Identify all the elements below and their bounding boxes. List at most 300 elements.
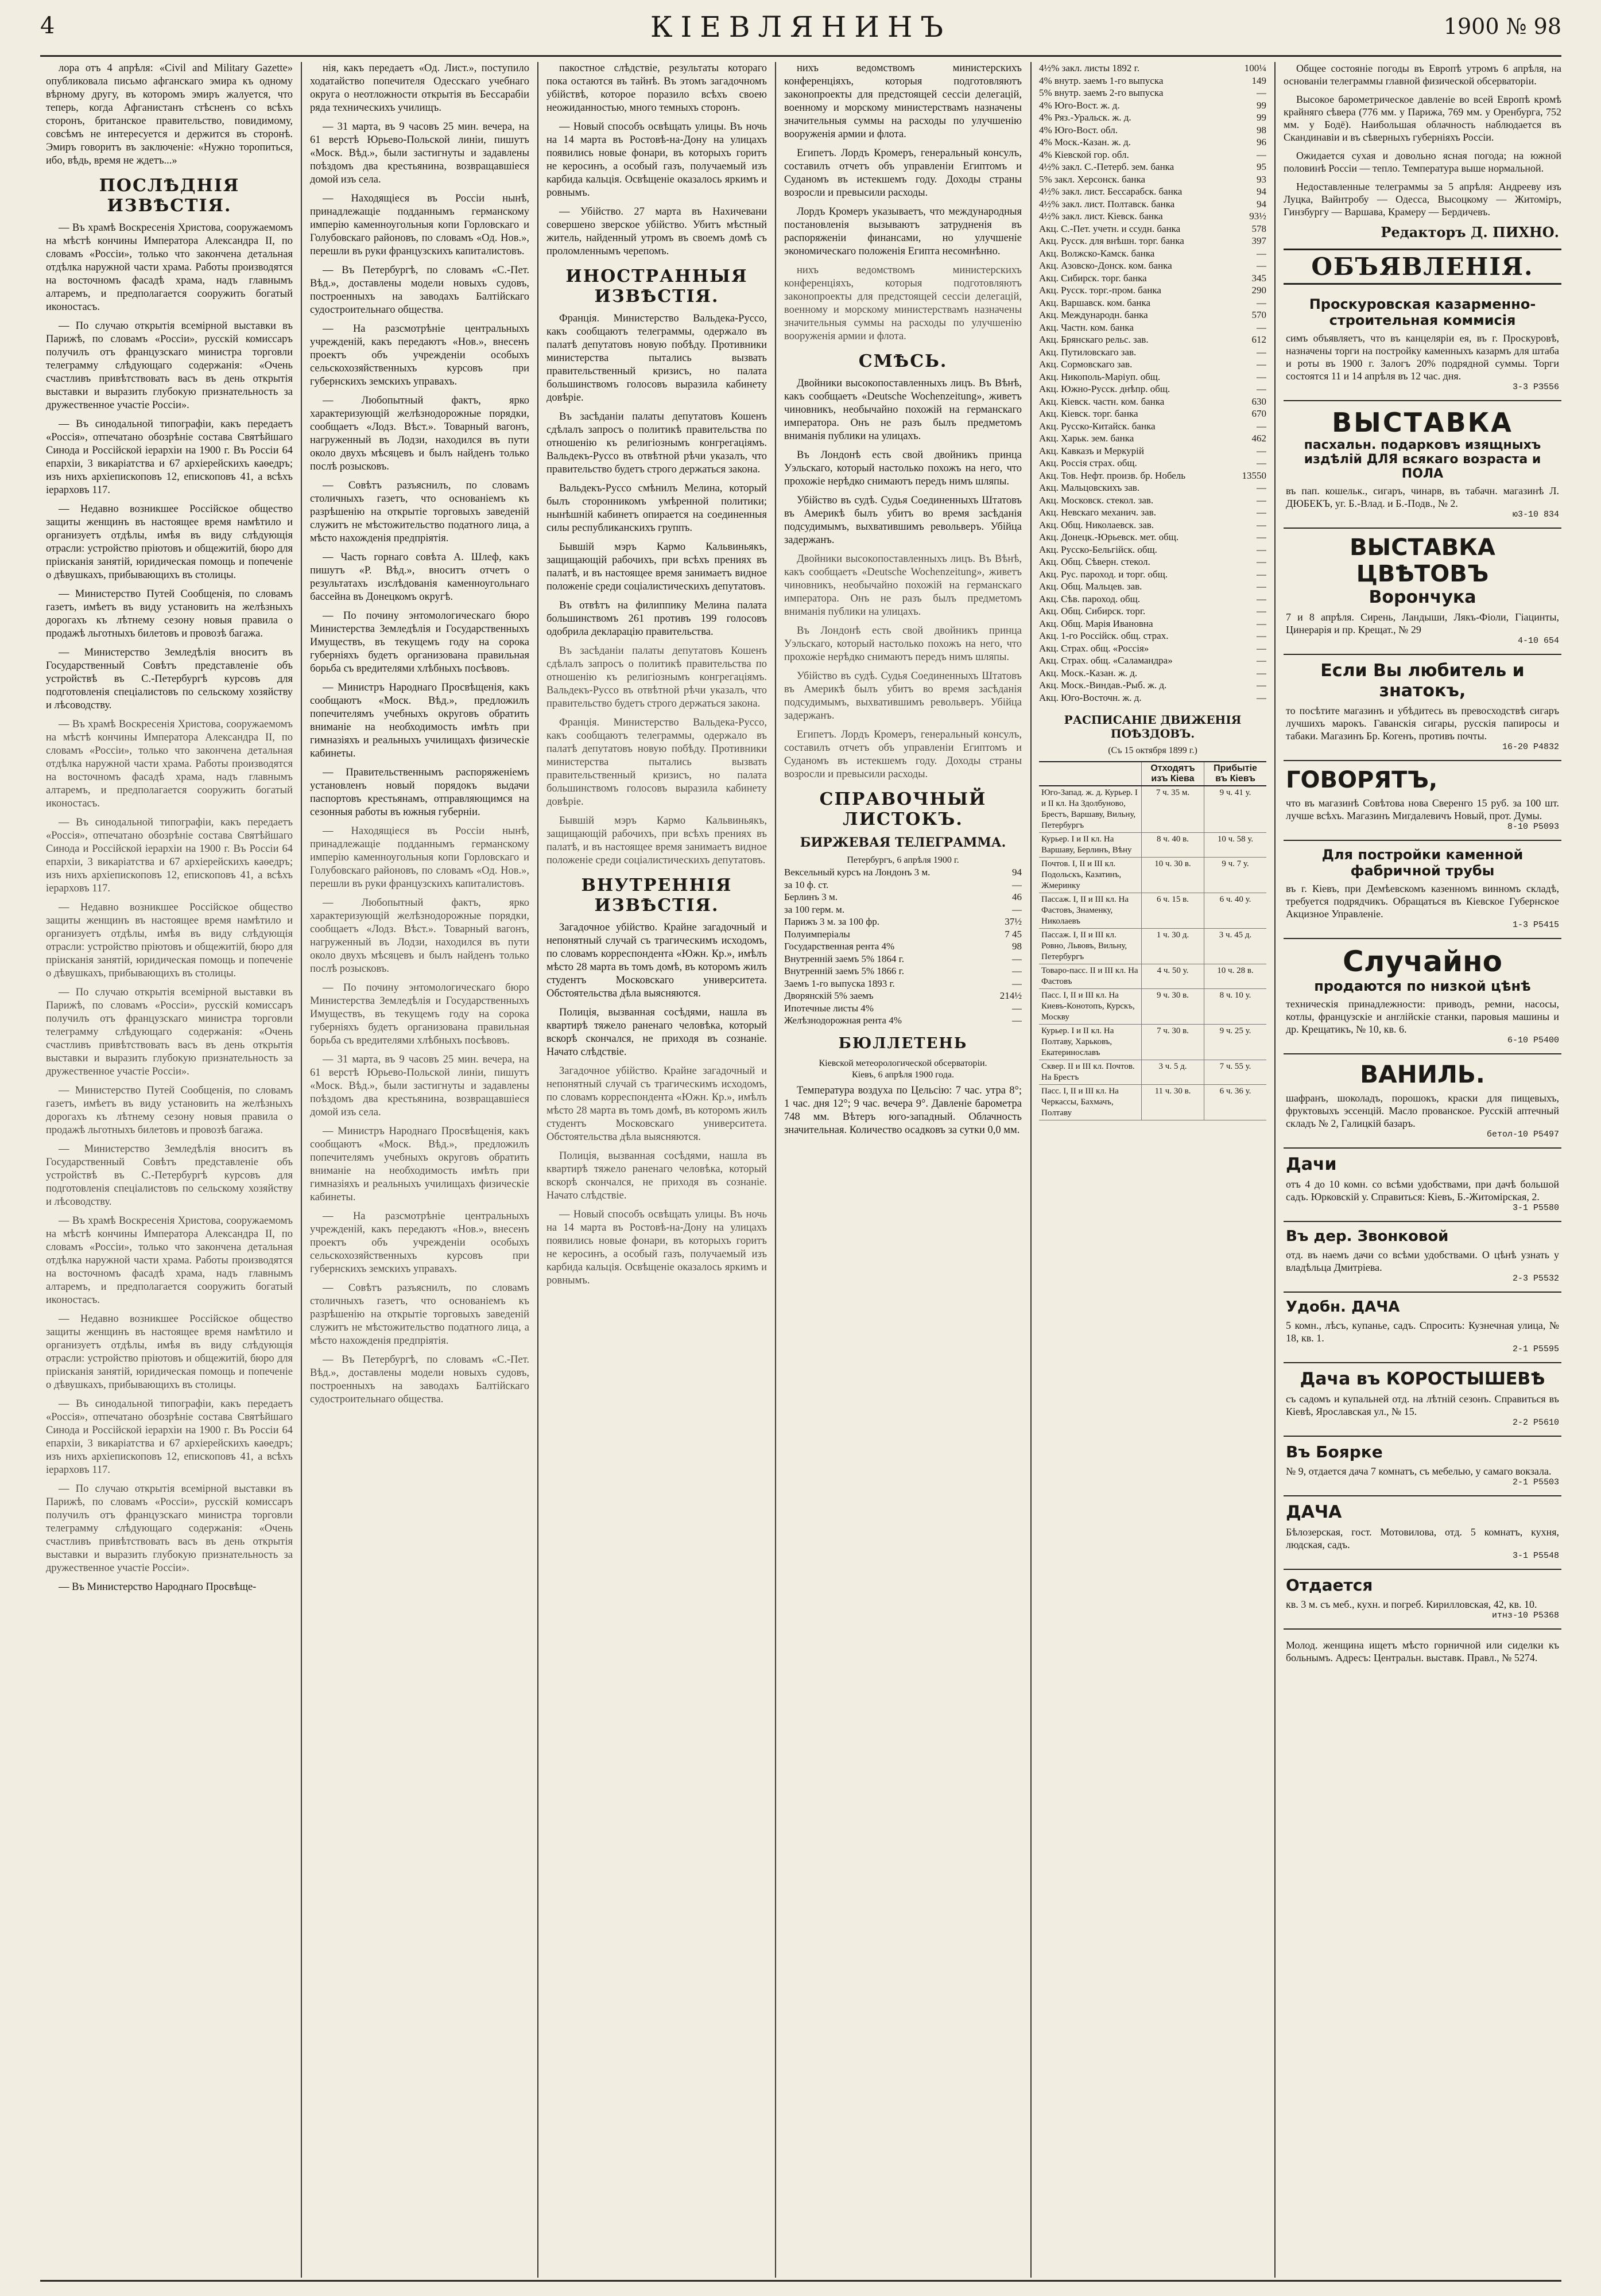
quote-row bbox=[1039, 161, 1266, 173]
timetable-title: РАСПИСАНІЕ ДВИЖЕНІЯ ПОѢЗДОВЪ. bbox=[1064, 713, 1242, 740]
quote-value: — bbox=[1012, 978, 1022, 989]
timetable-route: Юго-Запад. ж. д. Курьер. I и II кл. На Здолбуново, Брестъ, Варшаву, Вильну, Петербургъ bbox=[1041, 788, 1138, 830]
timetable-departure: 4 ч. 50 у. bbox=[1141, 964, 1204, 988]
ad-subtitle: продаются по низкой цѣнѣ bbox=[1314, 978, 1531, 994]
article: — Находящіеся въ Россіи нынѣ, принадлежащіе подданнымъ германскому имперію каменноугольныя копи Горловскаго и Голубовскаго районовъ, по словамъ «Од. Нов.», перешли въ руки французскихъ капиталистовъ. bbox=[310, 825, 529, 890]
quote-name: Акц. Страх. общ. «Россія» bbox=[1039, 642, 1149, 654]
quote-name: Акц. Волжско-Камск. банка bbox=[1039, 247, 1155, 259]
timetable-route: Пассаж. I, II и III кл. На Фастовъ, Знаменку, Николаевъ bbox=[1041, 895, 1129, 926]
quote-value: — bbox=[1012, 965, 1022, 976]
masthead bbox=[40, 8, 1561, 54]
quote-name: Государственная рента 4% bbox=[784, 941, 895, 952]
article: Загадочное убійство. Крайне загадочный и непонятный случай съ трагическимъ исходомъ, по словамъ корреспондента «Южн. Кр.», имѣлъ мѣсто 28 марта въ томъ домѣ, въ которомъ жилъ студентъ Московскаго университета. Обстоятельства дѣла выясняются. bbox=[546, 1065, 767, 1143]
timetable-header-route bbox=[1039, 762, 1141, 785]
quote-name: Акц. Моск.-Казан. ж. д. bbox=[1039, 667, 1138, 678]
quote-name: Акц. Кавказъ и Меркурій bbox=[1039, 445, 1144, 456]
ad-body: отд. въ наемъ дачи со всѣми удобствами. О цѣнѣ узнать у владѣльца Дмитріева. bbox=[1286, 1249, 1559, 1273]
quote-name: Желѣзнодорожная рента 4% bbox=[784, 1015, 902, 1026]
quote-row bbox=[1039, 198, 1266, 211]
quote-name: Акц. Московск. стекол. зав. bbox=[1039, 494, 1154, 506]
quote-row bbox=[1039, 136, 1266, 149]
timetable-departure: 10 ч. 30 в. bbox=[1141, 858, 1204, 893]
weather-bulletin-text: Температура воздуха по Цельсію: 7 час. утра 8°; 1 час. дня 12°; 9 час. вечера 9°. Давленіе барометра 748 мм. Вѣтеръ юго-западный. Облачность значительная. Количество осадковъ за сутки 0,0 мм. bbox=[784, 1084, 1022, 1136]
ad-code: ю3-10 834 bbox=[1512, 510, 1559, 519]
timetable-arrival: 9 ч. 7 у. bbox=[1204, 858, 1266, 893]
quote-name: 4% Моск.-Казан. ж. д. bbox=[1039, 137, 1131, 148]
ad-subtitle: Ворончука bbox=[1369, 587, 1476, 607]
quote-row bbox=[1039, 470, 1266, 482]
quote-name: Акц. Тов. Нефт. произв. бр. Нобель bbox=[1039, 470, 1186, 481]
timetable-route: Товаро-пасс. II и III кл. На Фастовъ bbox=[1041, 966, 1138, 986]
ad-body: Бѣлозерская, гост. Мотовилова, отд. 5 комнатъ, кухня, людская, садъ. bbox=[1286, 1526, 1559, 1550]
quote-row bbox=[1039, 556, 1266, 568]
weather-bulletin-source: Кіевской метеорологической обсерваторіи. bbox=[819, 1058, 987, 1068]
ad-korostyshev-dacha bbox=[1284, 1363, 1561, 1437]
article: пакостное слѣдствіе, результаты котораго пока остаются въ тайнѣ. Въ этомъ загадочномъ убійствѣ, которое поразило всѣхъ своею неожиданностью, много темныхъ сторонъ. bbox=[546, 63, 767, 114]
quote-name: 4% Юго-Вост. обл. bbox=[1039, 124, 1118, 135]
ad-tobacco-rumor bbox=[1284, 761, 1561, 841]
quote-value: — bbox=[1257, 260, 1266, 271]
timetable-departure: 1 ч. 30 д. bbox=[1141, 929, 1204, 964]
timetable-arrival: 9 ч. 41 у. bbox=[1204, 786, 1266, 832]
timetable-row bbox=[1039, 833, 1266, 858]
section-heading-foreign-news: ИНОСТРАННЫЯ ИЗВѢСТІЯ. bbox=[565, 266, 748, 307]
quote-name: Акц. Частн. ком. банка bbox=[1039, 321, 1134, 333]
quote-value: — bbox=[1257, 568, 1266, 580]
timetable-arrival: 7 ч. 55 у. bbox=[1204, 1060, 1266, 1084]
quote-value: 670 bbox=[1251, 408, 1266, 419]
quote-value: 345 bbox=[1251, 272, 1266, 284]
timetable-departure: 6 ч. 15 в. bbox=[1141, 893, 1204, 928]
article: — На разсмотрѣніе центральныхъ учрежденій, какъ передаютъ «Нов.», внесенъ проектъ объ учрежденіи особыхъ сельскохозяйственныхъ курсовъ при губернскихъ земскихъ управахъ. bbox=[310, 323, 529, 387]
ad-convenient-dacha bbox=[1284, 1293, 1561, 1363]
ad-code: 3-1 Р5548 bbox=[1512, 1551, 1559, 1561]
timetable-departure: 3 ч. 5 д. bbox=[1141, 1060, 1204, 1084]
quote-name: Внутренній заемъ 5% 1864 г. bbox=[784, 953, 904, 964]
article: — Въ храмѣ Воскресенія Христова, сооружаемомъ на мѣстѣ кончины Императора Александра II, по словамъ «Россіи», только что закончена детальная отдѣлка наружной части храма. Работы производятся на восточномъ фасадѣ храма, надъ главнымъ алтаремъ, и предполагается сооружить богатый иконостасъ. bbox=[46, 222, 293, 313]
quote-row bbox=[1039, 297, 1266, 309]
column-divider bbox=[1030, 62, 1032, 2278]
timetable-route: Курьер. I и II кл. На Полтаву, Харьковъ, Екатеринославъ bbox=[1041, 1026, 1114, 1057]
timetable-departure: 8 ч. 40 в. bbox=[1141, 833, 1204, 857]
quote-row bbox=[1039, 99, 1266, 112]
page-number: 4 bbox=[40, 13, 55, 39]
quote-value: 46 bbox=[1012, 891, 1022, 902]
quote-row bbox=[1039, 235, 1266, 247]
weather-bulletin-heading: БЮЛЛЕТЕНЬ bbox=[838, 1034, 968, 1052]
quote-value: — bbox=[1257, 507, 1266, 518]
quote-row bbox=[1039, 395, 1266, 408]
quote-name: 4½% закл. лист. Полтавск. банка bbox=[1039, 198, 1175, 210]
article: Въ засѣданіи палаты депутатовъ Кошенъ сдѣлалъ запросъ о политикѣ правительства по отношенію къ религіознымъ конгрегаціямъ. Вальдекъ-Руссо въ отвѣтной рѣчи указалъ, что правительство будетъ строго держаться закона. bbox=[546, 645, 767, 709]
ad-occasional-sale bbox=[1284, 939, 1561, 1054]
quote-value: 100¼ bbox=[1244, 63, 1266, 73]
quote-value: — bbox=[1257, 494, 1266, 506]
quote-name: Полуимперіалы bbox=[784, 928, 850, 940]
timetable-header bbox=[1039, 761, 1266, 786]
article: — Недавно возникшее Россійское общество защиты женщинъ въ настоящее время намѣтило и организуетъ отдѣлы, имѣя въ виду слѣдующія отрасли: устройство пріютовъ и общежитій, бюро для пріисканія занятій, юридическая помощь и попеченіе о дѣвушкахъ, прибывающихъ въ столицы. bbox=[46, 1313, 293, 1391]
quote-name: 4½% закл. лист. Бессарабск. банка bbox=[1039, 186, 1183, 197]
quote-value: 93 bbox=[1257, 173, 1266, 185]
quote-value: 99 bbox=[1257, 99, 1266, 111]
column-5 bbox=[1039, 62, 1266, 2278]
article: Въ Лондонѣ есть свой двойникъ принца Уэльскаго, который настолько похожъ на него, что прохожіе нерѣдко снимаютъ передъ нимъ шляпы. bbox=[784, 625, 1022, 663]
ad-code: 3-1 Р5580 bbox=[1512, 1203, 1559, 1213]
quote-row bbox=[1039, 259, 1266, 272]
quote-name: Акц. Никополь-Маріуп. общ. bbox=[1039, 371, 1161, 382]
article: — Министръ Народнаго Просвѣщенія, какъ сообщаютъ «Моск. Вѣд.», предложилъ попечителямъ учебныхъ округовъ обратить вниманіе на необходимость имѣть при гимназіяхъ и реальныхъ училищахъ физическіе кабинеты. bbox=[310, 682, 529, 759]
quote-value: 149 bbox=[1251, 75, 1266, 86]
ad-code: 1-3 Р5415 bbox=[1512, 920, 1559, 930]
quote-row bbox=[1039, 333, 1266, 346]
article-continued: — Въ Министерство Народнаго Просвѣще- bbox=[59, 1581, 257, 1593]
article: Двойники высокопоставленныхъ лицъ. Въ Вѣнѣ, какъ сообщаетъ «Deutsche Wochenzeitung», живетъ чиновникъ, необычайно похожій на германскаго императора. Онъ не разъ былъ предметомъ вниманія публики на улицахъ. bbox=[784, 378, 1022, 442]
quote-row bbox=[784, 866, 1022, 879]
article: — Убійство. 27 марта въ Нахичевани совершено зверское убійство. Убитъ мѣстный житель, найденный утромъ въ своемъ домѣ съ проломленнымъ черепомъ. bbox=[546, 206, 767, 257]
quote-name: Акц. Кіевск. частн. ком. банка bbox=[1039, 395, 1165, 407]
article: — Министръ Народнаго Просвѣщенія, какъ сообщаютъ «Моск. Вѣд.», предложилъ попечителямъ учебныхъ округовъ обратить вниманіе на необходимость имѣть при гимназіяхъ и реальныхъ училищахъ физическіе кабинеты. bbox=[310, 1126, 529, 1203]
subheading-exchange-telegram: БИРЖЕВАЯ ТЕЛЕГРАММА. bbox=[800, 835, 1006, 850]
ad-title: ВАНИЛЬ. bbox=[1360, 1060, 1485, 1088]
ad-code: 6-10 Р5400 bbox=[1507, 1035, 1559, 1045]
article: — Въ синодальной типографіи, какъ передаетъ «Россія», отпечатано обозрѣніе состава Святѣйшаго Синода и Россійской іерархіи на 1900 г. Въ Россіи 64 епархіи, 3 викаріатства и 67 архіерейскихъ каѳедръ; изъ нихъ архіепископовъ 12, епископовъ 41, а всѣхъ іерарховъ 117. bbox=[46, 817, 293, 894]
quote-row bbox=[784, 916, 1022, 928]
quote-row bbox=[1039, 149, 1266, 161]
editor-signature: Редакторъ Д. ПИХНО. bbox=[1381, 224, 1559, 241]
quote-row bbox=[784, 978, 1022, 990]
quote-row bbox=[1039, 630, 1266, 642]
quote-name: 5% внутр. заемъ 2-го выпуска bbox=[1039, 87, 1164, 98]
quote-value: 96 bbox=[1257, 137, 1266, 148]
quote-name: 4% Ряз.-Уральск. ж. д. bbox=[1039, 112, 1131, 123]
article: Въ отвѣтъ на филиппику Мелина палата большинствомъ 261 противъ 199 голосовъ одобрила декларацію правительства. bbox=[546, 600, 767, 638]
quote-value: 93½ bbox=[1249, 211, 1266, 222]
quote-name: 4½% закл. листы 1892 г. bbox=[1039, 63, 1139, 73]
quote-name: Акц. Путиловскаго зав. bbox=[1039, 346, 1137, 358]
quote-row bbox=[784, 1014, 1022, 1027]
quote-name: за 10 ф. ст. bbox=[784, 879, 829, 890]
ad-subtitle: пасхальн. подарковъ изящныхъ издѣлій ДЛЯ всякаго возраста и ПОЛА bbox=[1304, 438, 1541, 481]
quote-value: 630 bbox=[1251, 395, 1266, 407]
timetable-arrival: 6 ч. 36 у. bbox=[1204, 1085, 1266, 1120]
article: Двойники высокопоставленныхъ лицъ. Въ Вѣнѣ, какъ сообщаетъ «Deutsche Wochenzeitung», живетъ чиновникъ, необычайно похожій на германскаго императора. Онъ не разъ былъ предметомъ вниманія публики на улицахъ. bbox=[784, 553, 1022, 618]
quote-row bbox=[1039, 642, 1266, 655]
quote-row bbox=[1039, 494, 1266, 507]
quote-value: 94 bbox=[1012, 867, 1022, 878]
quote-row bbox=[1039, 667, 1266, 680]
article: — Совѣтъ разъяснилъ, по словамъ столичныхъ газетъ, что основаніемъ къ разрѣшенію на открытіе торговыхъ заведеній служитъ не мѣстожительство податного лица, а мѣсто нахожденія предпріятія. bbox=[310, 480, 529, 544]
quote-row bbox=[784, 891, 1022, 903]
column-3 bbox=[546, 62, 767, 2278]
article: — Въ храмѣ Воскресенія Христова, сооружаемомъ на мѣстѣ кончины Императора Александра II, по словамъ «Россіи», только что закончена детальная отдѣлка наружной части храма. Работы производятся на восточномъ фасадѣ храма, надъ главнымъ алтаремъ, и предполагается сооружить богатый иконостасъ. bbox=[46, 719, 293, 809]
quote-name: Акц. Харьк. зем. банка bbox=[1039, 433, 1134, 444]
section-heading-domestic-news: ВНУТРЕННІЯ ИЗВѢСТІЯ. bbox=[581, 875, 732, 916]
ad-flower-exhibition bbox=[1284, 529, 1561, 655]
quote-row bbox=[1039, 654, 1266, 667]
ad-code: 2-2 Р5610 bbox=[1512, 1418, 1559, 1428]
quote-row bbox=[1039, 87, 1266, 99]
article: — По случаю открытія всемірной выставки въ Парижѣ, по словамъ «Россіи», русскій комиссаръ получилъ отъ французскаго министра торговли телеграмму слѣдующаго содержанія: «Очень счастливъ привѣтствовать васъ въ день открытія выставки и выразить глубокую признательность за дружественное участіе Россіи». bbox=[46, 1483, 293, 1574]
quote-row bbox=[1039, 432, 1266, 445]
quote-name: Акц. Варшавск. ком. банка bbox=[1039, 297, 1151, 308]
article: — По почину энтомологическаго бюро Министерства Земледѣлія и Государственныхъ Имуществъ, въ текущемъ году на сорока губерніяхъ будетъ организована правильная борьба съ вредителями хлѣбныхъ посѣвовъ. bbox=[310, 610, 529, 674]
quote-value: — bbox=[1257, 556, 1266, 567]
ad-job-seeking bbox=[1284, 1630, 1561, 1672]
quote-name: Акц. Невскаго механич. зав. bbox=[1039, 507, 1156, 518]
quote-name: 4½% закл. лист. Кіевск. банка bbox=[1039, 211, 1163, 222]
timetable-departure: 7 ч. 35 м. bbox=[1141, 786, 1204, 832]
newspaper-title: КІЕВЛЯНИНЪ bbox=[650, 10, 952, 44]
quote-row bbox=[784, 1002, 1022, 1015]
footer-rule bbox=[40, 2280, 1561, 2282]
timetable-route: Сквер. II и III кл. Почтов. На Брестъ bbox=[1041, 1062, 1135, 1082]
ad-code: 3-3 РЗ556 bbox=[1512, 382, 1559, 392]
quote-row bbox=[784, 928, 1022, 941]
timetable-route: Пасс. I, II и III кл. На Черкассы, Бахмачъ, Полтаву bbox=[1041, 1087, 1119, 1118]
quote-value: 95 bbox=[1257, 161, 1266, 172]
quote-row bbox=[1039, 408, 1266, 420]
quote-value: 13550 bbox=[1242, 470, 1266, 481]
ad-body: техническія принадлежности: приводъ, ремни, насосы, котлы, французскіе и англійскіе станки, паровыя машины и др. Крещатикъ, № 10, кв. 6. bbox=[1286, 998, 1559, 1035]
quote-name: Акц. Юго-Восточн. ж. д. bbox=[1039, 692, 1142, 703]
article: Въ засѣданіи палаты депутатовъ Кошенъ сдѣлалъ запросъ о политикѣ правительства по отношенію къ религіознымъ конгрегаціямъ. Вальдекъ-Руссо въ отвѣтной рѣчи указалъ, что правительство будетъ строго держаться закона. bbox=[546, 411, 767, 475]
column-divider bbox=[301, 62, 302, 2278]
quote-value: 214½ bbox=[999, 990, 1022, 1001]
ad-easter-gifts-exhibition bbox=[1284, 401, 1561, 529]
quote-name: за 100 герм. м. bbox=[784, 903, 845, 915]
section-heading-miscellany: СМѢСЬ. bbox=[858, 351, 948, 371]
article: Загадочное убійство. Крайне загадочный и непонятный случай съ трагическимъ исходомъ, по словамъ корреспондента «Южн. Кр.», имѣлъ мѣсто 28 марта въ томъ домѣ, въ которомъ жилъ студентъ Московскаго университета. Обстоятельства дѣла выясняются. bbox=[546, 922, 767, 999]
timetable-row bbox=[1039, 893, 1266, 929]
quote-name: Акц. Сормовскаго зав. bbox=[1039, 359, 1133, 370]
quote-name: Внутренній заемъ 5% 1866 г. bbox=[784, 965, 904, 976]
quote-value: — bbox=[1257, 420, 1266, 432]
column-divider bbox=[1274, 62, 1276, 2278]
quote-name: Акц. Русско-Бельгійск. общ. bbox=[1039, 544, 1157, 555]
article: — Министерство Путей Сообщенія, по словамъ газетъ, имѣетъ въ виду установить на желѣзныхъ дорогахъ къ лѣтнему сезону новыя правила о продажѣ льготныхъ билетовъ и провозѣ багажа. bbox=[46, 588, 293, 639]
quote-name: Акц. Общ. Сибирск. торг. bbox=[1039, 606, 1146, 616]
column-divider bbox=[775, 62, 776, 2278]
quote-name: Акц. Донецк.-Юрьевск. мет. общ. bbox=[1039, 532, 1179, 542]
quote-value: — bbox=[1257, 606, 1266, 616]
ad-barracks-commission bbox=[1284, 290, 1561, 401]
article: Убійство въ судѣ. Судья Соединенныхъ Штатовъ въ Америкѣ былъ убитъ во время засѣданія подсудимымъ, выхватившимъ револьверъ. Убійца задержанъ. bbox=[784, 495, 1022, 546]
timetable-row bbox=[1039, 1025, 1266, 1060]
article: Франція. Министерство Вальдека-Руссо, какъ сообщаютъ телеграммы, одержало въ палатѣ депутатовъ новую побѣду. Противники министерства пытались вызвать правительственный кризисъ, но палата большинствомъ голосовъ выразила кабинету довѣріе. bbox=[546, 313, 767, 404]
timetable-arrival: 8 ч. 10 у. bbox=[1204, 989, 1266, 1024]
quote-row bbox=[1039, 371, 1266, 383]
column-2 bbox=[310, 62, 529, 2278]
quote-value: — bbox=[1012, 953, 1022, 964]
ad-body: симъ объявляетъ, что въ канцеляріи ея, въ г. Проскуровѣ, назначены торги на постройку каменныхъ казармъ для штаба и роты въ 1900 г. Залогъ 20% подрядной суммы. Торги состоятся 11 и 14 апрѣля въ 12 час. дня. bbox=[1286, 332, 1559, 382]
quote-row bbox=[784, 903, 1022, 916]
article: — Любопытный фактъ, ярко характеризующій желѣзнодорожные порядки, сообщаетъ «Лодз. Вѣст.». Товарный вагонъ, нагруженный въ Лодзи, находился въ пути около двухъ мѣсяцевъ и былъ найденъ только послѣ розысковъ. bbox=[310, 395, 529, 472]
quote-value: — bbox=[1257, 457, 1266, 468]
article: нія, какъ передаетъ «Од. Лист.», поступило ходатайство попечителя Одесскаго учебнаго округа о неотложности открытія въ Бессарабіи ряда техническихъ училищъ. bbox=[310, 63, 529, 114]
ad-apartment-for-rent bbox=[1284, 1570, 1561, 1630]
article: Египетъ. Лордъ Кромеръ, генеральный консулъ, составилъ отчетъ объ управленіи Египтомъ и Суданомъ въ истекшемъ году. Доходы страны возросли и превысили расходы. bbox=[784, 729, 1022, 780]
article: — 31 марта, въ 9 часовъ 25 мин. вечера, на 61 верстѣ Юрьево-Польской линіи, пишутъ «Моск. Вѣд.», были застигнуты и задавлены поѣздомъ два крестьянина, возвращавшіеся домой изъ села. bbox=[310, 121, 529, 185]
article: Бывшій мэръ Кармо Кальвиньякъ, защищающій рабочихъ, при всѣхъ прениях въ палатѣ, и въ настоящее время занимаетъ видное положеніе среди соціалистическихъ депутатовъ. bbox=[546, 541, 767, 592]
quote-row bbox=[1039, 457, 1266, 470]
article: — Въ синодальной типографіи, какъ передаетъ «Россія», отпечатано обозрѣніе состава Святѣйшаго Синода и Россійской іерархіи на 1900 г. Въ Россіи 64 епархіи, 3 викаріатства и 67 архіерейскихъ каѳедръ; изъ нихъ архіепископовъ 12, епископовъ 41, а всѣхъ іерарховъ 117. bbox=[46, 418, 293, 496]
quote-value: — bbox=[1257, 321, 1266, 333]
quote-name: 5% закл. Херсонск. банка bbox=[1039, 173, 1146, 185]
quote-value: 98 bbox=[1257, 124, 1266, 135]
quote-value: — bbox=[1012, 1002, 1022, 1014]
issue-number: 1900 № 98 bbox=[1443, 14, 1561, 39]
quote-value: — bbox=[1257, 692, 1266, 703]
quote-value: — bbox=[1257, 297, 1266, 308]
ad-body: 5 комн., лѣсъ, купанье, садъ. Спросить: Кузнечная улица, № 18, кв. 1. bbox=[1286, 1320, 1559, 1344]
section-heading-latest-news: ПОСЛѢДНІЯ ИЗВѢСТІЯ. bbox=[99, 176, 240, 216]
ad-body: отъ 4 до 10 комн. со всѣми удобствами, при дачѣ большой садъ. Юрковскій у. Справиться: Кіевъ, Б.-Житомірская, 2. bbox=[1286, 1178, 1559, 1203]
quote-name: Акц. Рус. пароход. и торг. общ. bbox=[1039, 568, 1168, 580]
timetable-subtitle: (Съ 15 октября 1899 г.) bbox=[1108, 746, 1197, 755]
quote-name: Заемъ 1-го выпуска 1893 г. bbox=[784, 978, 895, 989]
article: — Министерство Земледѣлія вноситъ въ Государственный Совѣтъ представленіе объ устройствѣ въ С.-Петербургѣ курсовъ для подготовленія спеціалистовъ по сельскому хозяйству и лѣсоводству. bbox=[46, 647, 293, 711]
quote-row bbox=[1039, 679, 1266, 692]
undelivered-telegrams: Недоставленные телеграммы за 5 апрѣля: Андрееву изъ Луцка, Вайнтробу — Одесса, Высоцкому — Житоміръ, Гинзбургу — Варшава, Крамеру — Бердичевъ. bbox=[1284, 181, 1561, 218]
timetable-header-departure: Отходятъ изъ Кіева bbox=[1141, 762, 1204, 785]
quote-value: 612 bbox=[1251, 334, 1266, 345]
ad-body: № 9, отдается дача 7 комнатъ, съ мебелью, у самаго вокзала. bbox=[1286, 1465, 1552, 1477]
quote-value: 570 bbox=[1251, 309, 1266, 320]
ad-chimney-construction bbox=[1284, 841, 1561, 939]
quote-row bbox=[1039, 519, 1266, 532]
quote-value: — bbox=[1012, 1015, 1022, 1026]
article: — Часть горнаго совѣта А. Шлеф, какъ пишутъ «Р. Вѣд.», вноситъ отчетъ о результатахъ изслѣдованія каменноугольнаго бассейна въ Донецкомъ округѣ. bbox=[310, 552, 529, 603]
quote-row bbox=[1039, 506, 1266, 519]
ad-body: въ г. Кіевъ, при Демѣевскомъ казенномъ винномъ складѣ, требуется подрядчикъ. Обращаться въ Кіевское Губернское Акцизное Управленіе. bbox=[1286, 883, 1559, 920]
quote-row bbox=[1039, 272, 1266, 285]
quote-row bbox=[1039, 173, 1266, 186]
article: нихъ ведомствомъ министерскихъ конференціяхъ, которыя подготовляютъ законопроекты для предстоящей сессіи делегацій, военному и морскому министерствамъ назначены значительныя суммы на расходы по улучшенію вооруженія армии и флота. bbox=[784, 265, 1022, 342]
ad-title: Въ Боярке bbox=[1286, 1442, 1383, 1461]
ad-body: 7 и 8 апрѣля. Сирень, Ландыши, Лякъ-Фіоли, Гіацинты, Цинерарія и пр. Крещат., № 29 bbox=[1286, 611, 1559, 635]
timetable-arrival: 3 ч. 45 д. bbox=[1204, 929, 1266, 964]
quote-row bbox=[1039, 247, 1266, 260]
article: — На разсмотрѣніе центральныхъ учрежденій, какъ передаютъ «Нов.», внесенъ проектъ объ учрежденіи особыхъ сельскохозяйственныхъ курсовъ при губернскихъ земскихъ управахъ. bbox=[310, 1211, 529, 1275]
article: — По случаю открытія всемірной выставки въ Парижѣ, по словамъ «Россіи», русскій комиссаръ получилъ отъ французскаго министра торговли телеграмму слѣдующаго содержанія: «Очень счастливъ привѣтствовать васъ въ день открытія выставки и выразить глубокую признательность за дружественное участіе Россіи». bbox=[46, 987, 293, 1077]
quote-value: — bbox=[1257, 630, 1266, 641]
article: — Новый способъ освѣщать улицы. Въ ночь на 14 марта въ Ростовѣ-на-Дону на улицахъ появились новые фонари, въ которыхъ горитъ не керосинъ, а особый газъ, получаемый изъ карбида кальція. Освѣщеніе оказалось яркимъ и ровнымъ. bbox=[546, 1209, 767, 1286]
article: — Правительственнымъ распоряженіемъ установленъ новый порядокъ выдачи паспортовъ крестьянамъ, отправляющимся на сезонныя работы въ южныя губерніи. bbox=[310, 767, 529, 818]
timetable-row bbox=[1039, 989, 1266, 1025]
quote-name: Акц. Азовско-Донск. ком. банка bbox=[1039, 260, 1172, 271]
quote-name: Акц. Общ. Сѣверн. стекол. bbox=[1039, 556, 1150, 567]
timetable-arrival: 9 ч. 25 у. bbox=[1204, 1025, 1266, 1060]
quote-row bbox=[1039, 605, 1266, 618]
quote-name: Акц. Мальцовскихъ зав. bbox=[1039, 482, 1140, 493]
quote-value: — bbox=[1257, 149, 1266, 160]
quote-row bbox=[1039, 568, 1266, 581]
article: Бывшій мэръ Кармо Кальвиньякъ, защищающій рабочихъ, при всѣхъ прениях въ палатѣ, и въ настоящее время занимаетъ видное положеніе среди соціалистическихъ депутатовъ. bbox=[546, 815, 767, 866]
quote-value: — bbox=[1257, 482, 1266, 493]
quote-row bbox=[1039, 618, 1266, 630]
quote-row bbox=[1039, 124, 1266, 137]
article: Лордъ Кромеръ указываетъ, что международныя постановленія вызываютъ затрудненія въ распоряженіи финансами, но улучшеніе экономическаго положенія Египта несомнѣнно. bbox=[784, 206, 1022, 257]
ad-body: кв. 3 м. съ меб., кухн. и погреб. Кирилловская, 42, кв. 10. bbox=[1286, 1599, 1537, 1610]
ad-code: 2-1 Р5503 bbox=[1512, 1477, 1559, 1487]
quote-value: 462 bbox=[1251, 433, 1266, 444]
quote-value: — bbox=[1012, 903, 1022, 915]
timetable-route: Почтов. I, II и III кл. Подольскъ, Казатинъ, Жмеринку bbox=[1041, 859, 1122, 890]
article: нихъ ведомствомъ министерскихъ конференціяхъ, которыя подготовляютъ законопроекты для предстоящей сессіи делегацій, военному и морскому министерствамъ назначены значительныя суммы на расходы по улучшенію вооруженія армии и флота. bbox=[784, 63, 1022, 140]
ad-code: итнз-10 Р5368 bbox=[1491, 1611, 1559, 1620]
article: Убійство въ судѣ. Судья Соединенныхъ Штатовъ въ Америкѣ былъ убитъ во время засѣданія подсудимымъ, выхватившимъ револьверъ. Убійца задержанъ. bbox=[784, 670, 1022, 722]
ad-code: 8-10 Р5093 bbox=[1507, 822, 1559, 832]
quote-row bbox=[1039, 482, 1266, 494]
quote-row bbox=[1039, 420, 1266, 433]
article: Египетъ. Лордъ Кромеръ, генеральный консулъ, составилъ отчетъ объ управленіи Египтомъ и Суданомъ въ истекшемъ году. Доходы страны возросли и превысили расходы. bbox=[784, 148, 1022, 199]
quote-name: 4% Юго-Вост. ж. д. bbox=[1039, 99, 1120, 111]
ad-body: шафранъ, шоколадъ, порошокъ, краски для пищевыхъ, фруктовыхъ эссенцій. Масло прованское. Русскій аптечный складъ № 2, Галицкій базаръ. bbox=[1286, 1092, 1559, 1129]
quote-name: Акц. Русск. торг.-пром. банка bbox=[1039, 285, 1161, 296]
column-1 bbox=[46, 62, 293, 2278]
article: — Въ синодальной типографіи, какъ передаетъ «Россія», отпечатано обозрѣніе состава Святѣйшаго Синода и Россійской іерархіи на 1900 г. Въ Россіи 64 епархіи, 3 викаріатства и 67 архіерейскихъ каѳедръ; изъ нихъ архіепископовъ 12, епископовъ 41, а всѣхъ іерарховъ 117. bbox=[46, 1398, 293, 1476]
quote-name: Акц. Общ. Николаевск. зав. bbox=[1039, 519, 1154, 530]
ad-cigars bbox=[1284, 655, 1561, 761]
column-6 bbox=[1284, 62, 1561, 2278]
column-divider bbox=[537, 62, 538, 2278]
timetable-route: Курьер. I и II кл. На Варшаву, Берлинъ, Вѣну bbox=[1041, 835, 1132, 855]
ad-title: Если Вы любитель и знатокъ, bbox=[1320, 661, 1525, 701]
quote-name: Акц. Сѣв. пароход. общ. bbox=[1039, 593, 1140, 604]
quote-row bbox=[1039, 531, 1266, 544]
ads-heading: ОБЪЯВЛЕНІЯ. bbox=[1284, 249, 1561, 285]
quote-value: — bbox=[1257, 371, 1266, 382]
ad-code: бетол-10 Р5497 bbox=[1486, 1130, 1559, 1139]
quote-row bbox=[1039, 544, 1266, 556]
masthead-rule bbox=[40, 55, 1561, 57]
article: — Министерство Путей Сообщенія, по словамъ газетъ, имѣетъ въ виду установить на желѣзныхъ дорогахъ къ лѣтнему сезону новыя правила о продажѣ льготныхъ билетовъ и провозѣ багажа. bbox=[46, 1085, 293, 1136]
ad-title: Случайно bbox=[1343, 945, 1502, 978]
ad-title: Для постройки каменной фабричной трубы bbox=[1321, 847, 1524, 879]
timetable-route: Пассаж. I, II и III кл. Ровно, Львовъ, Вильну, Петербургъ bbox=[1041, 930, 1127, 961]
article: Полиція, вызванная сосѣдями, нашла въ квартирѣ тяжело раненаго человѣка, который вскорѣ скончался, не приходя въ сознаніе. Начато слѣдствіе. bbox=[546, 1007, 767, 1058]
ad-title: Дача въ КОРОСТЫШЕВѢ bbox=[1300, 1369, 1545, 1389]
quote-row bbox=[784, 965, 1022, 978]
article: — По случаю открытія всемірной выставки въ Парижѣ, по словамъ «Россіи», русскій комиссаръ получилъ отъ французскаго министра торговли телеграмму слѣдующаго содержанія: «Очень счастливъ привѣтствовать васъ въ день открытія выставки и выразить глубокую признательность за дружественное участіе Россіи». bbox=[46, 320, 293, 411]
ad-title: Удобн. ДАЧА bbox=[1286, 1298, 1400, 1316]
quote-row bbox=[1039, 358, 1266, 371]
ad-code: 16-20 Р4832 bbox=[1502, 742, 1559, 752]
article: — Любопытный фактъ, ярко характеризующій желѣзнодорожные порядки, сообщаетъ «Лодз. Вѣст.». Товарный вагонъ, нагруженный въ Лодзи, находился въ пути около двухъ мѣсяцевъ и былъ найденъ только послѣ розысковъ. bbox=[310, 897, 529, 975]
quote-name: Акц. Общ. Мальцев. зав. bbox=[1039, 581, 1142, 592]
exchange-rates-list bbox=[784, 866, 1022, 1027]
quote-value: 94 bbox=[1257, 186, 1266, 197]
quote-name: Акц. Страх. общ. «Саламандра» bbox=[1039, 655, 1173, 666]
quote-row bbox=[1039, 346, 1266, 359]
quote-value: 290 bbox=[1251, 285, 1266, 296]
timetable-departure: 9 ч. 30 в. bbox=[1141, 989, 1204, 1024]
quote-value: — bbox=[1257, 680, 1266, 691]
quote-name: Акц. 1-го Россійск. общ. страх. bbox=[1039, 630, 1169, 641]
timetable-row bbox=[1039, 1085, 1266, 1120]
article-intro: лора отъ 4 апрѣля: «Civil and Military Gazette» опубликовала письмо афганскаго эмира къ одному вѣрному другу, въ которомъ эмиръ жалуется, что теперь, когда Афганистанъ стѣсненъ со всѣхъ сторонъ, британское правительство, повидимому, совсѣмъ не интересуется и держится въ сторонѣ. Эмиръ говоритъ въ заключеніе: «Нужно торопиться, ибо, вѣдь, время не ждетъ...» bbox=[46, 63, 293, 166]
ad-body: Молод. женщина ищетъ мѣсто горничной или сиделки къ больнымъ. Адресъ: Центральн. выставк. Правл., № 5274. bbox=[1286, 1639, 1559, 1663]
article: — Въ Петербургѣ, по словамъ «С.-Пет. Вѣд.», доставлены модели новыхъ судовъ, построенныхъ на заводахъ Балтійскаго судостроительнаго общества. bbox=[310, 1354, 529, 1405]
article: — Недавно возникшее Россійское общество защиты женщинъ въ настоящее время намѣтило и организуетъ отдѣлы, имѣя въ виду слѣдующія отрасли: устройство пріютовъ и общежитій, бюро для пріисканія занятій, юридическая помощь и попеченіе о дѣвушкахъ, прибывающихъ въ столицы. bbox=[46, 503, 293, 581]
article: Франція. Министерство Вальдека-Руссо, какъ сообщаютъ телеграммы, одержало въ палатѣ депутатовъ новую побѣду. Противники министерства пытались вызвать правительственный кризисъ, но палата большинствомъ голосовъ выразила кабинету довѣріе. bbox=[546, 717, 767, 808]
ad-title: Дачи bbox=[1286, 1154, 1337, 1174]
quote-name: Акц. С.-Пет. учетн. и ссудн. банка bbox=[1039, 223, 1181, 234]
ad-body: въ пап. кошельк., сигаръ, чинарв, въ табачн. магазинѣ Л. ДЮБЕКЪ, уг. Б.-Влад. и Б.-Подв., № 2. bbox=[1286, 485, 1559, 509]
ad-body: съ садомъ и купальней отд. на лѣтній сезонъ. Справиться въ Кіевѣ, Ярославская ул., № 15. bbox=[1286, 1393, 1559, 1417]
weather-text: Ожидается сухая и довольно ясная погода; на южной половинѣ Россіи — тепло. Температура выше нормальной. bbox=[1284, 150, 1561, 174]
timetable-row bbox=[1039, 964, 1266, 989]
